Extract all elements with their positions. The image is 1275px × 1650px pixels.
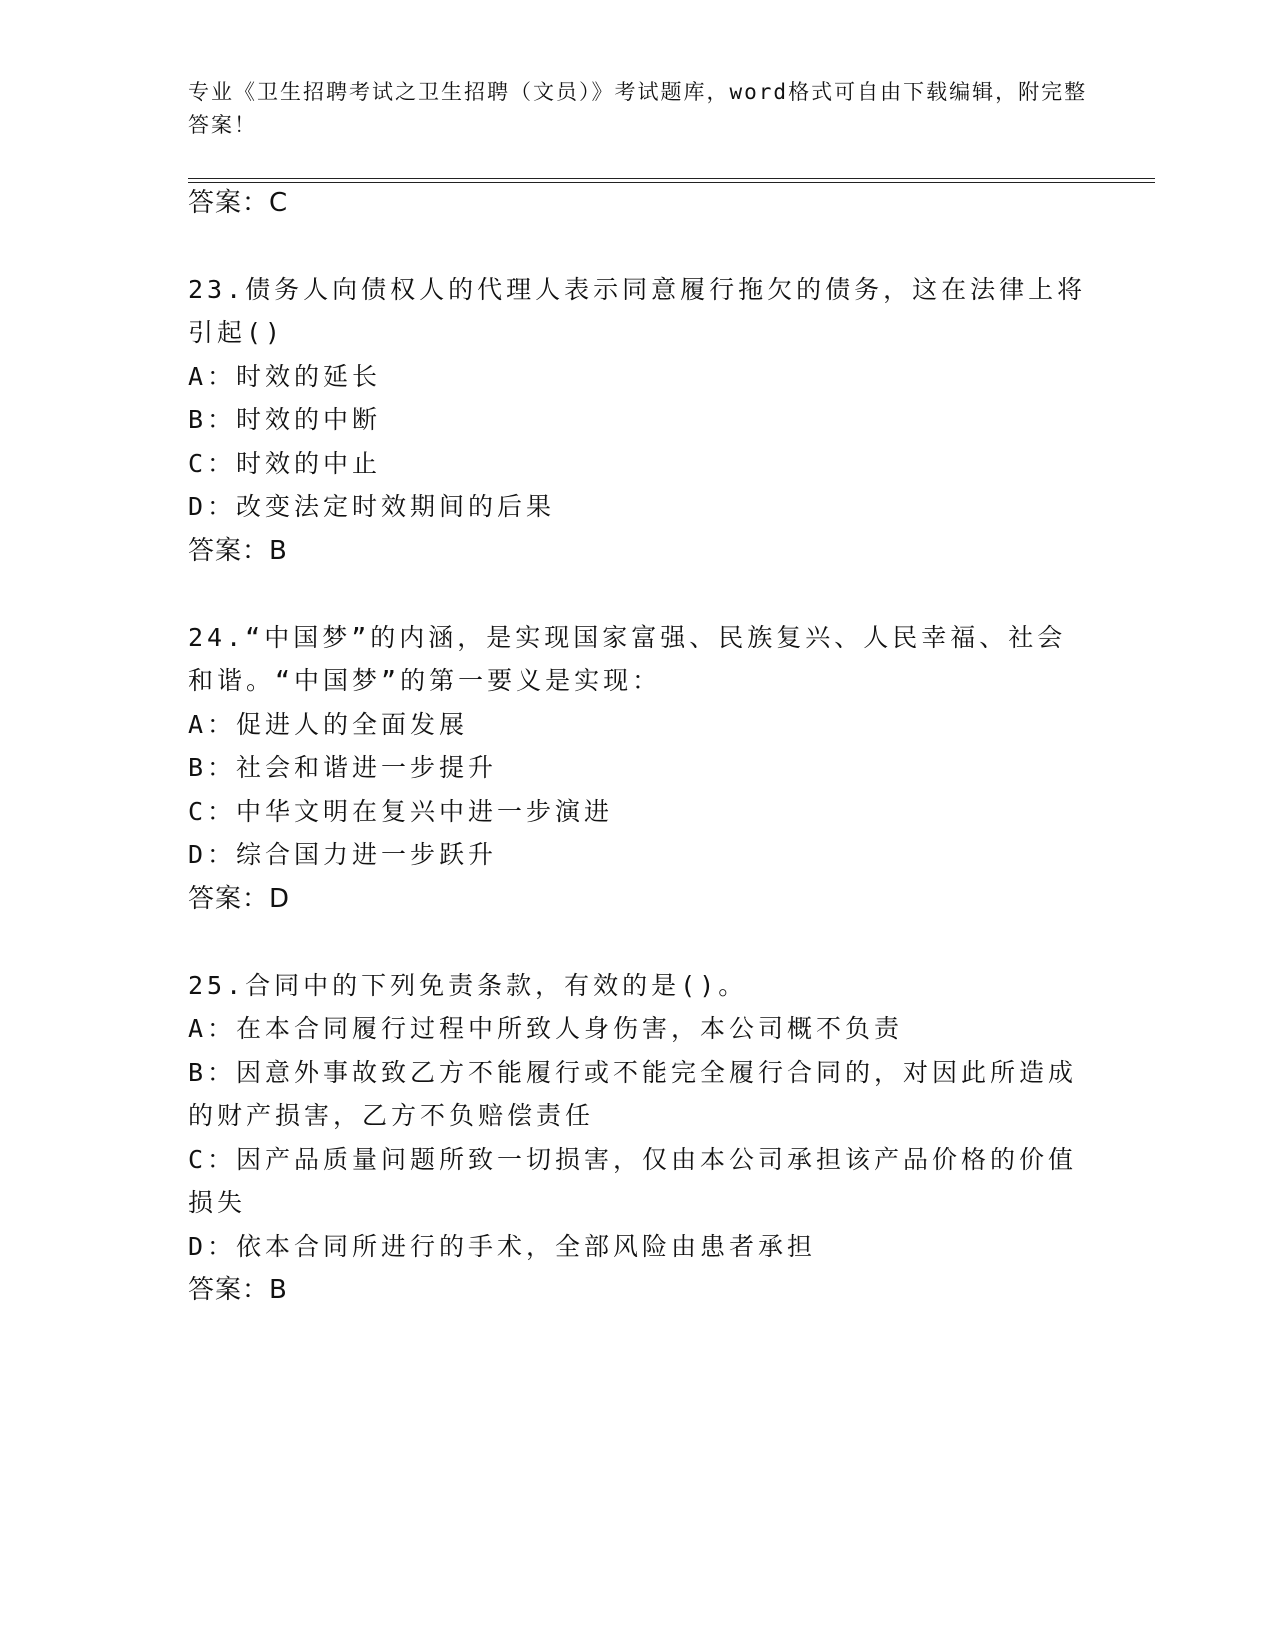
question-25-option-d: D：依本合同所进行的手术，全部风险由患者承担	[188, 1232, 817, 1261]
question-25-option-b-line-1: B：因意外事故致乙方不能履行或不能完全履行合同的，对因此所造成	[188, 1058, 1078, 1087]
question-24-option-b: B：社会和谐进一步提升	[188, 753, 498, 782]
answer-22: 答案：C	[188, 188, 289, 218]
question-25-stem: 25.合同中的下列免责条款，有效的是()。	[188, 971, 748, 1000]
answer-23: 答案：B	[188, 536, 288, 566]
document-header: 专业《卫生招聘考试之卫生招聘（文员）》考试题库，word格式可自由下载编辑，附完整答案！	[188, 80, 1088, 137]
question-23-option-c: C：时效的中止	[188, 449, 382, 478]
question-24-stem-line-2: 和谐。“中国梦”的第一要义是实现：	[188, 666, 662, 695]
question-23-option-b: B：时效的中断	[188, 405, 382, 434]
question-24-option-c: C：中华文明在复兴中进一步演进	[188, 797, 614, 826]
answer-25: 答案：B	[188, 1275, 288, 1305]
header-divider	[188, 178, 1155, 183]
question-23-option-d: D：改变法定时效期间的后果	[188, 492, 556, 521]
question-25-option-c-line-1: C：因产品质量问题所致一切损害，仅由本公司承担该产品价格的价值	[188, 1145, 1078, 1174]
question-25-option-a: A：在本合同履行过程中所致人身伤害，本公司概不负责	[188, 1014, 904, 1043]
question-23-stem-line-1: 23.债务人向债权人的代理人表示同意履行拖欠的债务，这在法律上将	[188, 275, 1087, 304]
question-24-option-a: A：促进人的全面发展	[188, 710, 469, 739]
question-24-option-d: D：综合国力进一步跃升	[188, 840, 498, 869]
question-24-stem-line-1: 24.“中国梦”的内涵，是实现国家富强、民族复兴、人民幸福、社会	[188, 623, 1067, 652]
answer-24: 答案：D	[188, 884, 291, 914]
question-23-stem-line-2: 引起()	[188, 318, 285, 347]
question-25-option-c-line-2: 损失	[188, 1188, 247, 1217]
question-23-option-a: A：时效的延长	[188, 362, 382, 391]
question-25-option-b-line-2: 的财产损害，乙方不负赔偿责任	[188, 1101, 595, 1130]
